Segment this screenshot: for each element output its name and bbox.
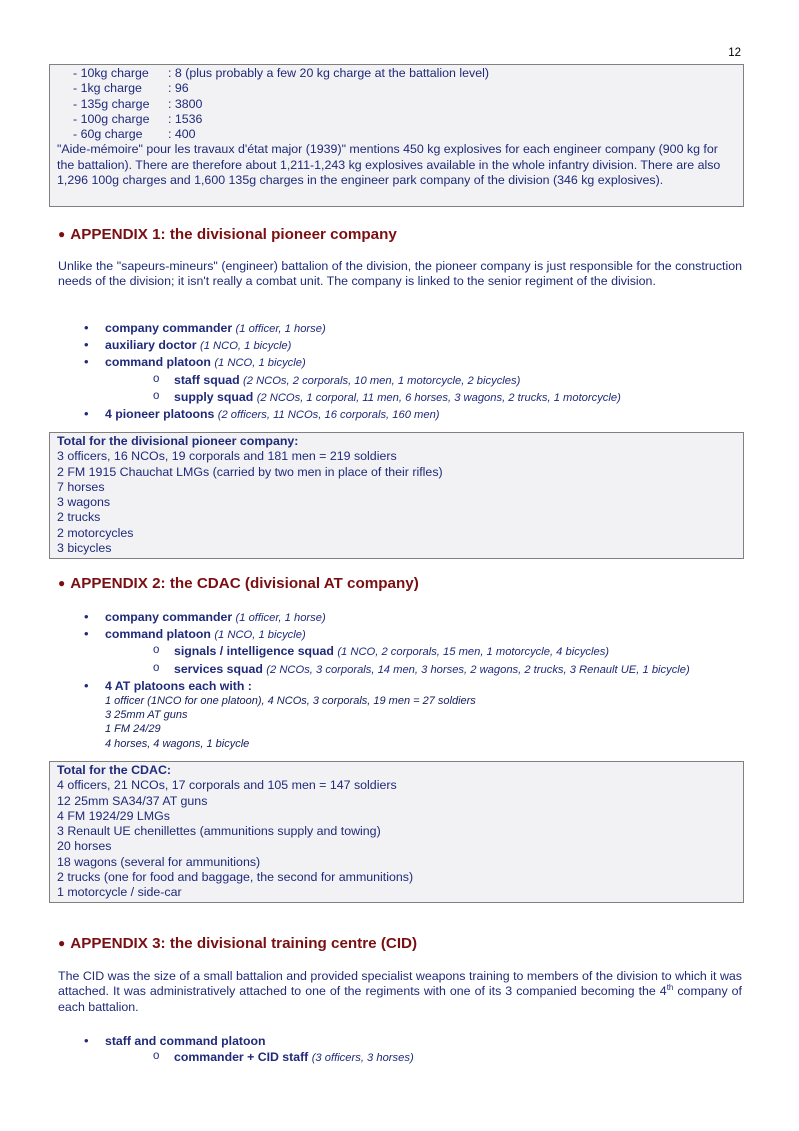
total-line: 4 officers, 21 NCOs, 17 corporals and 105 men = 147 soldiers: [57, 778, 397, 793]
list-item: • 4 pioneer platoons (2 officers, 11 NCOs, 16 corporals, 160 men): [84, 406, 621, 423]
total-line: 2 motorcycles: [57, 525, 134, 540]
charge-item: - 60g charge : 400: [73, 127, 196, 142]
total-line: 3 Renault UE chenillettes (ammunitions supply and towing): [57, 824, 381, 839]
charge-item: - 135g charge : 3800: [73, 96, 203, 111]
total-line: 2 trucks: [57, 510, 101, 525]
cdac-total-box: [49, 761, 744, 903]
appendix3-list: [84, 1033, 414, 1066]
appendix2-list: [84, 609, 690, 751]
list-item: • command platoon (1 NCO, 1 bicycle) o signals / intelligence squad (1 NCO, 2 corporals, 15 men, 1 motorcycle, 4 bicycles) o services squad (2 NCOs, 3 corporals, 14 men, 3 horses, 2 wagons, 2 trucks, 3 Renault UE, 1 bicycle): [84, 626, 690, 678]
charge-item: - 100g charge : 1536: [73, 111, 203, 126]
page-number: 12: [728, 47, 741, 59]
charge-list: [57, 66, 736, 142]
list-item: o services squad (2 NCOs, 3 corporals, 14 men, 3 horses, 2 wagons, 2 trucks, 3 Renault UE, 1 bicycle): [153, 661, 690, 678]
appendix1-list: [84, 320, 621, 423]
list-item: • 4 AT platoons each with : 1 officer (1NCO for one platoon), 4 NCOs, 3 corporals, 19 men = 27 soldiers 3 25mm AT guns 1 FM 24/29 4 horses, 4 wagons, 1 bicycle: [84, 678, 690, 751]
list-item: • company commander (1 officer, 1 horse): [84, 320, 621, 337]
list-item: • command platoon (1 NCO, 1 bicycle) o staff squad (2 NCOs, 2 corporals, 10 men, 1 motorcycle, 2 bicycles) o supply squad (2 NCOs, 1 corporal, 11 men, 6 horses, 3 wagons, 2 trucks, 1 motorcycle): [84, 354, 621, 406]
explosives-note: "Aide-mémoire" pour les travaux d'état major (1939)" mentions 450 kg explosives for each engineer company (900 kg for the battalion). There are therefore about 1,211-1,243 kg explosives available in the whole infantry division. There are also 1,296 100g charges and 1,600 135g charges in the engineer park company of the division (346 kg explosives).: [57, 142, 721, 188]
list-item: o supply squad (2 NCOs, 1 corporal, 11 men, 6 horses, 3 wagons, 2 trucks, 1 motorcycle): [153, 389, 621, 406]
total-line: 1 motorcycle / side-car: [57, 885, 182, 900]
list-item: • auxiliary doctor (1 NCO, 1 bicycle): [84, 337, 621, 354]
bullet-icon: ●: [58, 936, 66, 950]
total-line: 3 wagons: [57, 495, 111, 510]
list-item: o commander + CID staff (3 officers, 3 horses): [153, 1049, 414, 1066]
total-line: 2 trucks (one for food and baggage, the second for ammunitions): [57, 870, 414, 885]
sub-list: [105, 372, 621, 406]
box-title: Total for the CDAC:: [57, 763, 172, 777]
list-item: • staff and command platoon o commander + CID staff (3 officers, 3 horses): [84, 1033, 414, 1066]
list-item: o staff squad (2 NCOs, 2 corporals, 10 men, 1 motorcycle, 2 bicycles): [153, 372, 621, 389]
bullet-icon: ●: [58, 227, 66, 241]
at-platoon-details: 1 officer (1NCO for one platoon), 4 NCOs, 3 corporals, 19 men = 27 soldiers 3 25mm AT guns 1 FM 24/29 4 horses, 4 wagons, 1 bicycle: [105, 695, 476, 750]
appendix1-intro: Unlike the "sapeurs-mineurs" (engineer) battalion of the division, the pioneer company is just responsible for the construction needs of the division; it isn't really a combat unit. The company is linked to the senior regiment of the division.: [58, 259, 742, 289]
appendix1-heading: ● APPENDIX 1: the divisional pioneer company: [58, 226, 397, 243]
explosives-box: [49, 64, 744, 207]
appendix3-heading: ● APPENDIX 3: the divisional training centre (CID): [58, 935, 418, 952]
bullet-icon: ●: [58, 576, 66, 590]
total-line: 12 25mm SA34/37 AT guns: [57, 793, 208, 808]
appendix2-heading: ● APPENDIX 2: the CDAC (divisional AT company): [58, 575, 419, 592]
appendix3-intro: The CID was the size of a small battalion and provided specialist weapons training to members of the division to which it was attached. It was administratively attached to one of the regiments with one of its 3 companied becoming the 4th company of each battalion.: [58, 969, 742, 1014]
total-line: 4 FM 1924/29 LMGs: [57, 808, 170, 823]
box-title: Total for the divisional pioneer company:: [57, 434, 299, 448]
pioneer-total-box: [49, 432, 744, 559]
total-line: 2 FM 1915 Chauchat LMGs (carried by two men in place of their rifles): [57, 464, 443, 479]
total-line: 3 officers, 16 NCOs, 19 corporals and 181 men = 219 soldiers: [57, 449, 397, 464]
charge-item: - 10kg charge : 8 (plus probably a few 20 kg charge at the battalion level): [73, 66, 489, 80]
sub-list: [105, 1049, 414, 1066]
list-item: • company commander (1 officer, 1 horse): [84, 609, 690, 626]
total-line: 20 horses: [57, 839, 112, 854]
total-line: 18 wagons (several for ammunitions): [57, 854, 261, 869]
total-line: 7 horses: [57, 479, 105, 494]
sub-list: [105, 643, 690, 677]
charge-item: - 1kg charge : 96: [73, 81, 189, 96]
total-line: 3 bicycles: [57, 541, 112, 556]
list-item: o signals / intelligence squad (1 NCO, 2 corporals, 15 men, 1 motorcycle, 4 bicycles): [153, 643, 690, 660]
